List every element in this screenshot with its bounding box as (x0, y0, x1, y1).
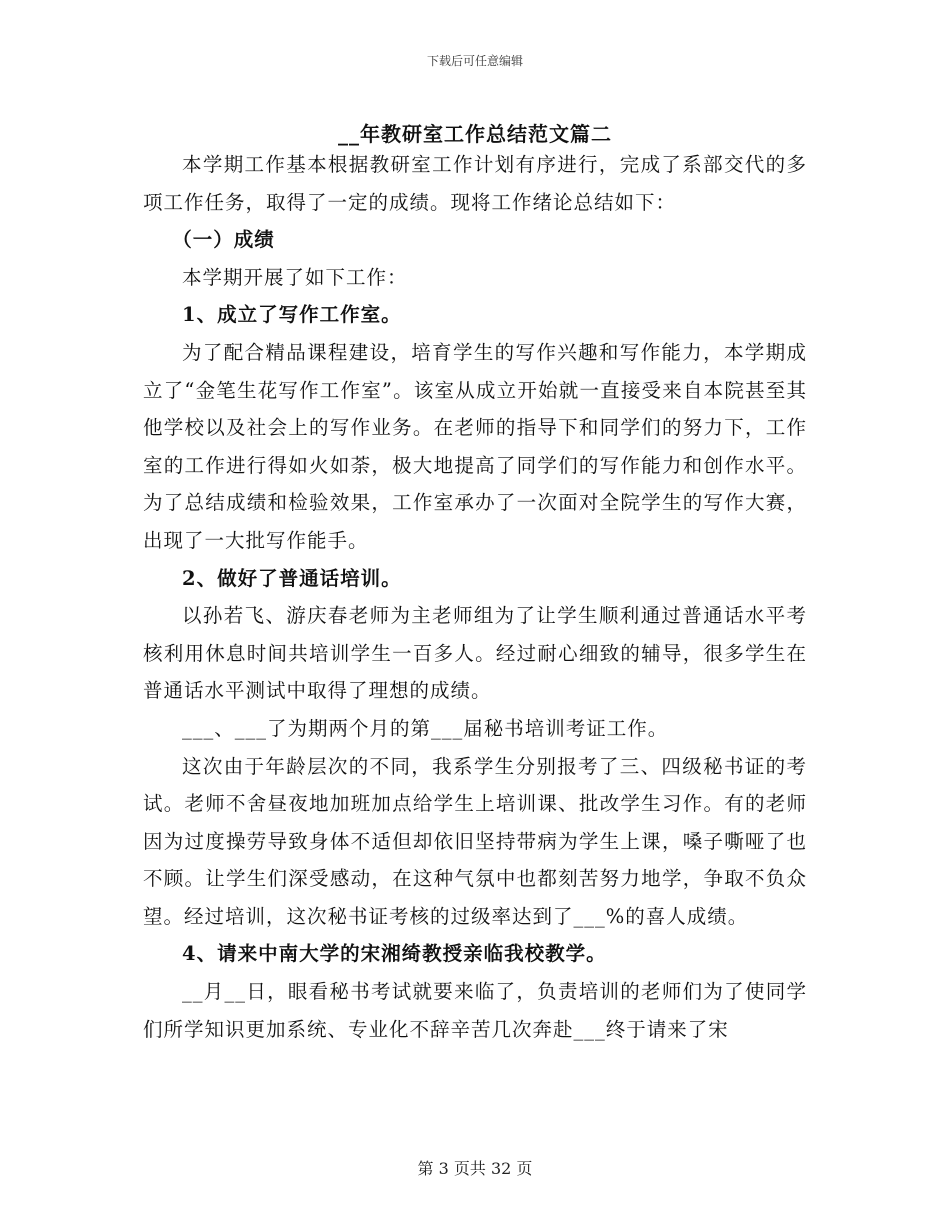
section-heading-achievements: （一）成绩 (172, 228, 275, 252)
professor-visit-paragraph: __月__日，眼看秘书考试就要来临了，负责培训的老师们为了使同学们所学知识更加系统、专业化不辞辛苦几次奔赴___终于请来了宋 (143, 980, 807, 1041)
mandarin-training-paragraph: 以孙若飞、游庆春老师为主老师组为了让学生顺利通过普通话水平考核利用休息时间共培训学生一百多人。经过耐心细致的辅导，很多学生在普通话水平测试中取得了理想的成绩。 (143, 604, 807, 703)
document-body (143, 146, 807, 1048)
document-title: __年教研室工作总结范文篇二 (338, 122, 612, 146)
secretary-training-line: ___、___了为期两个月的第___届秘书培训考证工作。 (182, 716, 669, 740)
page-header-note: 下载后可任意编辑 (426, 54, 523, 68)
writing-studio-paragraph: 为了配合精品课程建设，培育学生的写作兴趣和写作能力，本学期成立了“金笔生花写作工作室”。该室从成立开始就一直接受来自本院甚至其他学校以及社会上的写作业务。在老师的指导下和同学们的努力下，工作室的工作进行得如火如荼，极大地提高了同学们的写作能力和创作水平。为了总结成绩和检验效果，工作室承办了一次面对全院学生的写作大赛，出现了一大批写作能手。 (143, 340, 807, 552)
work-intro-paragraph: 本学期开展了如下工作： (182, 265, 408, 289)
page-footer-number: 第 3 页共 32 页 (417, 1159, 533, 1178)
item-heading-mandarin-training: 2、做好了普通话培训。 (182, 566, 402, 590)
secretary-training-paragraph: 这次由于年龄层次的不同，我系学生分别报考了三、四级秘书证的考试。老师不舍昼夜地加班加点给学生上培训课、批改学生习作。有的老师因为过度操劳导致身体不适但却依旧坚持带病为学生上课，嗓子嘶哑了也不顾。让学生们深受感动，在这种气氛中也都刻苦努力地学，争取不负众望。经过培训，这次秘书证考核的过级率达到了___%的喜人成绩。 (143, 754, 807, 928)
item-heading-professor-visit: 4、请来中南大学的宋湘绮教授亲临我校教学。 (182, 942, 607, 966)
item-heading-writing-studio: 1、成立了写作工作室。 (182, 303, 402, 327)
intro-paragraph: 本学期工作基本根据教研室工作计划有序进行，完成了系部交代的多项工作任务，取得了一定的成绩。现将工作绪论总结如下： (143, 153, 807, 214)
